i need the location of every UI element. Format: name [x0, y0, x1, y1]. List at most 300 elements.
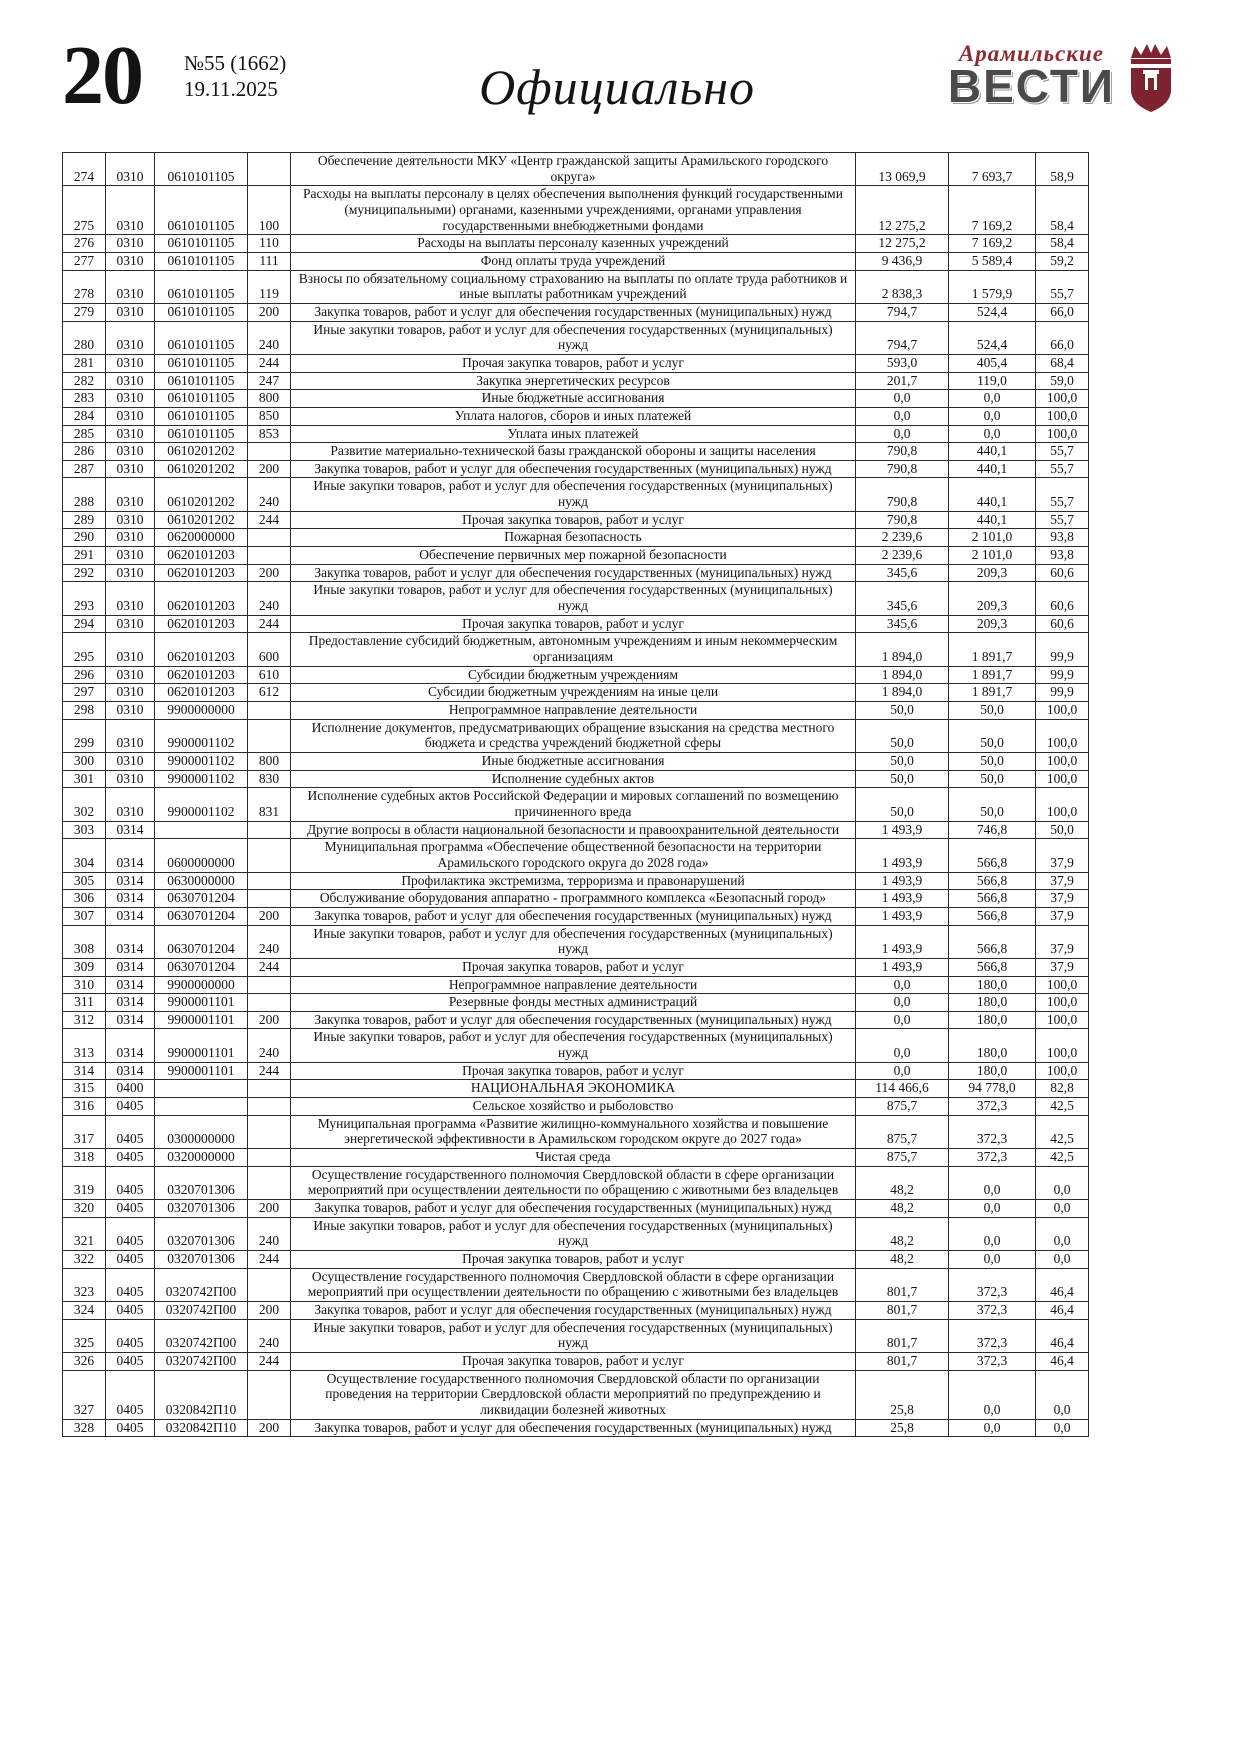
section-code-cell: 0310	[106, 372, 155, 390]
section-code-cell: 0310	[106, 633, 155, 666]
percent-cell: 42,5	[1036, 1149, 1089, 1167]
target-article-cell: 0320742П00	[155, 1268, 248, 1301]
plan-amount-cell: 50,0	[856, 702, 949, 720]
target-article-cell: 0320000000	[155, 1149, 248, 1167]
table-row	[63, 615, 1089, 633]
description-cell: Иные закупки товаров, работ и услуг для обеспечения государственных (муниципальных) нужд	[291, 582, 856, 615]
expense-type-cell	[248, 153, 291, 186]
expense-type-cell: 200	[248, 1200, 291, 1218]
row-number-cell: 297	[63, 684, 106, 702]
percent-cell: 60,6	[1036, 564, 1089, 582]
plan-amount-cell: 0,0	[856, 390, 949, 408]
description-cell: Фонд оплаты труда учреждений	[291, 252, 856, 270]
section-code-cell: 0405	[106, 1301, 155, 1319]
section-code-cell: 0310	[106, 719, 155, 752]
executed-amount-cell: 440,1	[949, 460, 1036, 478]
expense-type-cell: 244	[248, 958, 291, 976]
table-row	[63, 511, 1089, 529]
plan-amount-cell: 50,0	[856, 752, 949, 770]
percent-cell: 37,9	[1036, 925, 1089, 958]
section-code-cell: 0310	[106, 407, 155, 425]
expense-type-cell: 200	[248, 460, 291, 478]
target-article-cell: 0320742П00	[155, 1352, 248, 1370]
expense-type-cell: 119	[248, 270, 291, 303]
section-code-cell: 0310	[106, 354, 155, 372]
description-cell: Субсидии бюджетным учреждениям на иные цели	[291, 684, 856, 702]
expense-type-cell: 244	[248, 1352, 291, 1370]
plan-amount-cell: 875,7	[856, 1149, 949, 1167]
executed-amount-cell: 7 169,2	[949, 235, 1036, 253]
section-code-cell: 0405	[106, 1115, 155, 1148]
issue-number: №55 (1662)	[184, 51, 287, 75]
target-article-cell: 9900000000	[155, 702, 248, 720]
description-cell: Субсидии бюджетным учреждениям	[291, 666, 856, 684]
table-row	[63, 770, 1089, 788]
plan-amount-cell: 9 436,9	[856, 252, 949, 270]
percent-cell: 42,5	[1036, 1115, 1089, 1148]
row-number-cell: 294	[63, 615, 106, 633]
row-number-cell: 296	[63, 666, 106, 684]
section-code-cell: 0314	[106, 958, 155, 976]
percent-cell: 0,0	[1036, 1251, 1089, 1269]
target-article-cell: 0610101105	[155, 425, 248, 443]
executed-amount-cell: 0,0	[949, 425, 1036, 443]
plan-amount-cell: 1 493,9	[856, 839, 949, 872]
row-number-cell: 326	[63, 1352, 106, 1370]
section-code-cell: 0314	[106, 1011, 155, 1029]
executed-amount-cell: 372,3	[949, 1149, 1036, 1167]
description-cell: Расходы на выплаты персоналу казенных учреждений	[291, 235, 856, 253]
description-cell: Предоставление субсидий бюджетным, автономным учреждениям и иным некоммерческим организациям	[291, 633, 856, 666]
percent-cell: 100,0	[1036, 752, 1089, 770]
description-cell: Муниципальная программа «Развитие жилищно-коммунального хозяйства и повышение энергетической эффективности в Арамильском городском округе до 2027 года»	[291, 1115, 856, 1148]
expense-type-cell: 244	[248, 1062, 291, 1080]
table-row	[63, 633, 1089, 666]
section-title: Официально	[479, 59, 756, 115]
description-cell: Прочая закупка товаров, работ и услуг	[291, 615, 856, 633]
row-number-cell: 288	[63, 478, 106, 511]
section-code-cell: 0405	[106, 1251, 155, 1269]
aramil-city-crest-icon	[1123, 42, 1179, 114]
plan-amount-cell: 2 838,3	[856, 270, 949, 303]
expense-type-cell: 200	[248, 907, 291, 925]
percent-cell: 100,0	[1036, 407, 1089, 425]
section-code-cell: 0310	[106, 443, 155, 461]
row-number-cell: 282	[63, 372, 106, 390]
percent-cell: 37,9	[1036, 890, 1089, 908]
expense-type-cell	[248, 821, 291, 839]
section-code-cell: 0310	[106, 321, 155, 354]
table-row	[63, 1011, 1089, 1029]
table-row	[63, 994, 1089, 1012]
target-article-cell	[155, 1098, 248, 1116]
table-row	[63, 372, 1089, 390]
target-article-cell: 0610201202	[155, 460, 248, 478]
expense-type-cell: 100	[248, 186, 291, 235]
expense-type-cell: 200	[248, 564, 291, 582]
expense-type-cell: 853	[248, 425, 291, 443]
expense-type-cell: 831	[248, 788, 291, 821]
table-row	[63, 390, 1089, 408]
executed-amount-cell: 5 589,4	[949, 252, 1036, 270]
target-article-cell: 0610201202	[155, 443, 248, 461]
expense-type-cell: 240	[248, 925, 291, 958]
row-number-cell: 280	[63, 321, 106, 354]
row-number-cell: 301	[63, 770, 106, 788]
executed-amount-cell: 50,0	[949, 702, 1036, 720]
row-number-cell: 316	[63, 1098, 106, 1116]
executed-amount-cell: 440,1	[949, 511, 1036, 529]
table-row	[63, 1319, 1089, 1352]
target-article-cell: 0610101105	[155, 407, 248, 425]
executed-amount-cell: 566,8	[949, 890, 1036, 908]
percent-cell: 58,4	[1036, 235, 1089, 253]
percent-cell: 42,5	[1036, 1098, 1089, 1116]
expense-type-cell	[248, 1268, 291, 1301]
description-cell: Осуществление государственного полномочия Свердловской области в сфере организации мероприятий при осуществлении деятельности по обращению с животными без владельцев	[291, 1166, 856, 1199]
expense-type-cell: 240	[248, 582, 291, 615]
section-code-cell: 0405	[106, 1370, 155, 1419]
table-row	[63, 1115, 1089, 1148]
description-cell: Профилактика экстремизма, терроризма и правонарушений	[291, 872, 856, 890]
expense-type-cell	[248, 702, 291, 720]
plan-amount-cell: 801,7	[856, 1352, 949, 1370]
description-cell: Иные закупки товаров, работ и услуг для обеспечения государственных (муниципальных) нужд	[291, 1319, 856, 1352]
table-row	[63, 460, 1089, 478]
executed-amount-cell: 7 693,7	[949, 153, 1036, 186]
percent-cell: 37,9	[1036, 907, 1089, 925]
description-cell: Обеспечение первичных мер пожарной безопасности	[291, 547, 856, 565]
expense-type-cell	[248, 976, 291, 994]
table-row	[63, 925, 1089, 958]
description-cell: Прочая закупка товаров, работ и услуг	[291, 958, 856, 976]
target-article-cell: 9900001101	[155, 1029, 248, 1062]
percent-cell: 100,0	[1036, 976, 1089, 994]
table-row	[63, 976, 1089, 994]
section-code-cell: 0405	[106, 1268, 155, 1301]
expense-type-cell: 200	[248, 1301, 291, 1319]
executed-amount-cell: 2 101,0	[949, 547, 1036, 565]
target-article-cell: 0320842П10	[155, 1419, 248, 1437]
plan-amount-cell: 48,2	[856, 1200, 949, 1218]
percent-cell: 0,0	[1036, 1370, 1089, 1419]
executed-amount-cell: 50,0	[949, 788, 1036, 821]
row-number-cell: 325	[63, 1319, 106, 1352]
description-cell: Уплата иных платежей	[291, 425, 856, 443]
target-article-cell: 9900001102	[155, 719, 248, 752]
row-number-cell: 324	[63, 1301, 106, 1319]
row-number-cell: 292	[63, 564, 106, 582]
executed-amount-cell: 94 778,0	[949, 1080, 1036, 1098]
target-article-cell: 0610101105	[155, 390, 248, 408]
table-row	[63, 425, 1089, 443]
executed-amount-cell: 50,0	[949, 719, 1036, 752]
executed-amount-cell: 0,0	[949, 1419, 1036, 1437]
section-code-cell: 0314	[106, 1029, 155, 1062]
executed-amount-cell: 524,4	[949, 303, 1036, 321]
row-number-cell: 293	[63, 582, 106, 615]
expense-type-cell: 240	[248, 1029, 291, 1062]
executed-amount-cell: 180,0	[949, 1062, 1036, 1080]
section-code-cell: 0314	[106, 976, 155, 994]
target-article-cell: 0610101105	[155, 321, 248, 354]
description-cell: Прочая закупка товаров, работ и услуг	[291, 1352, 856, 1370]
row-number-cell: 308	[63, 925, 106, 958]
percent-cell: 50,0	[1036, 821, 1089, 839]
expense-type-cell	[248, 872, 291, 890]
expense-type-cell	[248, 839, 291, 872]
issue-date: 19.11.2025	[184, 77, 278, 102]
percent-cell: 100,0	[1036, 719, 1089, 752]
executed-amount-cell: 440,1	[949, 478, 1036, 511]
row-number-cell: 275	[63, 186, 106, 235]
plan-amount-cell: 790,8	[856, 478, 949, 511]
description-cell: Иные закупки товаров, работ и услуг для обеспечения государственных (муниципальных) нужд	[291, 321, 856, 354]
table-row	[63, 890, 1089, 908]
row-number-cell: 318	[63, 1149, 106, 1167]
percent-cell: 55,7	[1036, 270, 1089, 303]
table-row	[63, 1080, 1089, 1098]
description-cell: Пожарная безопасность	[291, 529, 856, 547]
plan-amount-cell: 875,7	[856, 1098, 949, 1116]
row-number-cell: 310	[63, 976, 106, 994]
plan-amount-cell: 345,6	[856, 564, 949, 582]
target-article-cell: 0320701306	[155, 1166, 248, 1199]
plan-amount-cell: 114 466,6	[856, 1080, 949, 1098]
plan-amount-cell: 0,0	[856, 407, 949, 425]
target-article-cell: 0320842П10	[155, 1370, 248, 1419]
expense-type-cell	[248, 890, 291, 908]
expense-type-cell	[248, 719, 291, 752]
expense-type-cell: 600	[248, 633, 291, 666]
expense-type-cell: 111	[248, 252, 291, 270]
expense-type-cell	[248, 1149, 291, 1167]
executed-amount-cell: 372,3	[949, 1098, 1036, 1116]
executed-amount-cell: 0,0	[949, 1370, 1036, 1419]
expense-type-cell: 247	[248, 372, 291, 390]
description-cell: Прочая закупка товаров, работ и услуг	[291, 511, 856, 529]
plan-amount-cell: 801,7	[856, 1268, 949, 1301]
executed-amount-cell: 7 169,2	[949, 186, 1036, 235]
expense-type-cell	[248, 1098, 291, 1116]
row-number-cell: 303	[63, 821, 106, 839]
expense-type-cell: 200	[248, 1419, 291, 1437]
logo-top-text: Арамильские	[958, 41, 1104, 66]
target-article-cell: 9900001101	[155, 994, 248, 1012]
row-number-cell: 311	[63, 994, 106, 1012]
executed-amount-cell: 209,3	[949, 615, 1036, 633]
section-code-cell: 0310	[106, 252, 155, 270]
description-cell: Иные закупки товаров, работ и услуг для обеспечения государственных (муниципальных) нужд	[291, 1029, 856, 1062]
target-article-cell: 0610101105	[155, 354, 248, 372]
description-cell: Муниципальная программа «Обеспечение общественной безопасности на территории Арамильского городского округа до 2028 года»	[291, 839, 856, 872]
row-number-cell: 295	[63, 633, 106, 666]
percent-cell: 100,0	[1036, 702, 1089, 720]
plan-amount-cell: 201,7	[856, 372, 949, 390]
percent-cell: 99,9	[1036, 633, 1089, 666]
description-cell: Закупка товаров, работ и услуг для обеспечения государственных (муниципальных) нужд	[291, 460, 856, 478]
table-row	[63, 1062, 1089, 1080]
expense-type-cell: 240	[248, 1217, 291, 1250]
description-cell: Иные закупки товаров, работ и услуг для обеспечения государственных (муниципальных) нужд	[291, 478, 856, 511]
table-row	[63, 1419, 1089, 1437]
section-code-cell: 0314	[106, 821, 155, 839]
page-number: 20	[62, 29, 142, 122]
executed-amount-cell: 180,0	[949, 1029, 1036, 1062]
table-row	[63, 788, 1089, 821]
percent-cell: 55,7	[1036, 511, 1089, 529]
logo-text-block	[947, 41, 1115, 112]
description-cell: Осуществление государственного полномочия Свердловской области по организации проведения на территории Свердловской области мероприятий по предупреждению и ликвидации болезней животных	[291, 1370, 856, 1419]
target-article-cell: 0610101105	[155, 270, 248, 303]
percent-cell: 100,0	[1036, 390, 1089, 408]
target-article-cell: 0620101203	[155, 547, 248, 565]
executed-amount-cell: 180,0	[949, 1011, 1036, 1029]
plan-amount-cell: 790,8	[856, 443, 949, 461]
description-cell: Развитие материально-технической базы гражданской обороны и защиты населения	[291, 443, 856, 461]
plan-amount-cell: 875,7	[856, 1115, 949, 1148]
target-article-cell: 9900001101	[155, 1011, 248, 1029]
row-number-cell: 309	[63, 958, 106, 976]
expense-type-cell: 110	[248, 235, 291, 253]
plan-amount-cell: 794,7	[856, 303, 949, 321]
percent-cell: 59,2	[1036, 252, 1089, 270]
executed-amount-cell: 372,3	[949, 1301, 1036, 1319]
section-code-cell: 0310	[106, 684, 155, 702]
target-article-cell: 0610101105	[155, 303, 248, 321]
target-article-cell	[155, 821, 248, 839]
row-number-cell: 304	[63, 839, 106, 872]
section-code-cell: 0310	[106, 460, 155, 478]
section-code-cell: 0310	[106, 303, 155, 321]
percent-cell: 46,4	[1036, 1319, 1089, 1352]
section-code-cell: 0310	[106, 529, 155, 547]
description-cell: Закупка товаров, работ и услуг для обеспечения государственных (муниципальных) нужд	[291, 1419, 856, 1437]
target-article-cell: 9900001102	[155, 752, 248, 770]
table-row	[63, 958, 1089, 976]
section-code-cell: 0310	[106, 511, 155, 529]
description-cell: НАЦИОНАЛЬНАЯ ЭКОНОМИКА	[291, 1080, 856, 1098]
plan-amount-cell: 1 493,9	[856, 821, 949, 839]
section-code-cell: 0310	[106, 390, 155, 408]
target-article-cell: 0610101105	[155, 186, 248, 235]
target-article-cell: 0610201202	[155, 478, 248, 511]
expense-type-cell: 240	[248, 1319, 291, 1352]
percent-cell: 55,7	[1036, 460, 1089, 478]
plan-amount-cell: 1 493,9	[856, 958, 949, 976]
table-row	[63, 235, 1089, 253]
executed-amount-cell: 372,3	[949, 1319, 1036, 1352]
executed-amount-cell: 566,8	[949, 907, 1036, 925]
row-number-cell: 274	[63, 153, 106, 186]
target-article-cell: 9900001102	[155, 788, 248, 821]
description-cell: Закупка товаров, работ и услуг для обеспечения государственных (муниципальных) нужд	[291, 1011, 856, 1029]
row-number-cell: 319	[63, 1166, 106, 1199]
expense-type-cell	[248, 443, 291, 461]
executed-amount-cell: 1 891,7	[949, 633, 1036, 666]
executed-amount-cell: 0,0	[949, 390, 1036, 408]
plan-amount-cell: 50,0	[856, 770, 949, 788]
description-cell: Обслуживание оборудования аппаратно - программного комплекса «Безопасный город»	[291, 890, 856, 908]
description-cell: Непрограммное направление деятельности	[291, 976, 856, 994]
plan-amount-cell: 794,7	[856, 321, 949, 354]
section-code-cell: 0310	[106, 547, 155, 565]
table-row	[63, 1251, 1089, 1269]
description-cell: Прочая закупка товаров, работ и услуг	[291, 354, 856, 372]
section-code-cell: 0310	[106, 564, 155, 582]
description-cell: Закупка товаров, работ и услуг для обеспечения государственных (муниципальных) нужд	[291, 1301, 856, 1319]
section-code-cell: 0314	[106, 1062, 155, 1080]
table-row	[63, 1166, 1089, 1199]
executed-amount-cell: 0,0	[949, 1200, 1036, 1218]
percent-cell: 100,0	[1036, 770, 1089, 788]
target-article-cell: 0610101105	[155, 153, 248, 186]
plan-amount-cell: 1 493,9	[856, 872, 949, 890]
table-row	[63, 821, 1089, 839]
percent-cell: 37,9	[1036, 839, 1089, 872]
percent-cell: 100,0	[1036, 1062, 1089, 1080]
row-number-cell: 305	[63, 872, 106, 890]
plan-amount-cell: 801,7	[856, 1319, 949, 1352]
table-row	[63, 564, 1089, 582]
table-row	[63, 1370, 1089, 1419]
target-article-cell: 0630701204	[155, 925, 248, 958]
table-row	[63, 270, 1089, 303]
plan-amount-cell: 1 493,9	[856, 890, 949, 908]
description-cell: Иные бюджетные ассигнования	[291, 752, 856, 770]
expense-type-cell: 830	[248, 770, 291, 788]
table-row	[63, 666, 1089, 684]
target-article-cell: 0320701306	[155, 1251, 248, 1269]
expense-type-cell	[248, 1080, 291, 1098]
plan-amount-cell: 1 894,0	[856, 666, 949, 684]
target-article-cell: 0300000000	[155, 1115, 248, 1148]
target-article-cell: 0600000000	[155, 839, 248, 872]
executed-amount-cell: 0,0	[949, 1217, 1036, 1250]
description-cell: Взносы по обязательному социальному страхованию на выплаты по оплате труда работников и иные выплаты работникам учреждений	[291, 270, 856, 303]
description-cell: Исполнение судебных актов	[291, 770, 856, 788]
percent-cell: 59,0	[1036, 372, 1089, 390]
table-row	[63, 1217, 1089, 1250]
expense-type-cell: 612	[248, 684, 291, 702]
table-row	[63, 719, 1089, 752]
section-code-cell: 0405	[106, 1419, 155, 1437]
target-article-cell: 0620101203	[155, 564, 248, 582]
percent-cell: 60,6	[1036, 615, 1089, 633]
plan-amount-cell: 50,0	[856, 719, 949, 752]
executed-amount-cell: 746,8	[949, 821, 1036, 839]
target-article-cell: 0620101203	[155, 666, 248, 684]
plan-amount-cell: 790,8	[856, 460, 949, 478]
percent-cell: 66,0	[1036, 321, 1089, 354]
percent-cell: 99,9	[1036, 684, 1089, 702]
section-code-cell: 0314	[106, 907, 155, 925]
section-code-cell: 0314	[106, 872, 155, 890]
target-article-cell: 0320742П00	[155, 1319, 248, 1352]
percent-cell: 60,6	[1036, 582, 1089, 615]
table-row	[63, 252, 1089, 270]
expense-type-cell	[248, 1370, 291, 1419]
row-number-cell: 277	[63, 252, 106, 270]
row-number-cell: 317	[63, 1115, 106, 1148]
section-code-cell: 0310	[106, 235, 155, 253]
row-number-cell: 314	[63, 1062, 106, 1080]
expense-type-cell: 244	[248, 354, 291, 372]
section-code-cell: 0310	[106, 425, 155, 443]
executed-amount-cell: 1 891,7	[949, 666, 1036, 684]
section-code-cell: 0314	[106, 839, 155, 872]
plan-amount-cell: 345,6	[856, 615, 949, 633]
